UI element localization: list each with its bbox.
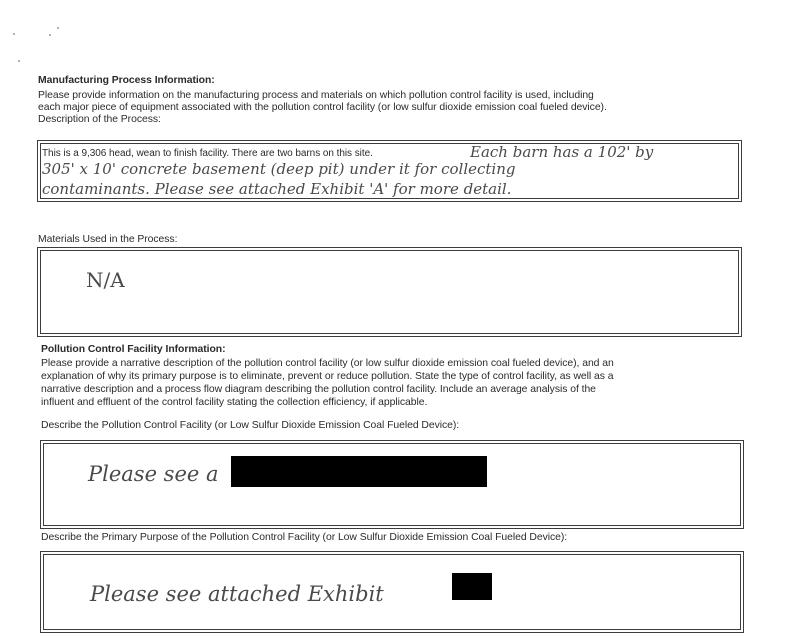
primary-purpose-handwriting: Please see attached Exhibit xyxy=(90,582,384,606)
scan-speck xyxy=(18,60,20,62)
scan-speck xyxy=(49,34,51,36)
description-handwriting-line2: 305' x 10' concrete basement (deep pit) under it for collecting xyxy=(42,160,516,178)
primary-purpose-label: Describe the Primary Purpose of the Pollution Control Facility (or Low Sulfur Dioxide Emission Coal Fueled Device): xyxy=(41,532,568,543)
describe-facility-label: Describe the Pollution Control Facility (or Low Sulfur Dioxide Emission Coal Fueled Device): xyxy=(41,420,460,431)
scan-speck xyxy=(13,33,15,35)
materials-handwriting: N/A xyxy=(86,268,125,292)
redaction-bar xyxy=(452,573,492,600)
pollution-heading: Pollution Control Facility Information: xyxy=(41,344,226,355)
description-typed-text: This is a 9,306 head, wean to finish facility. There are two barns on this site. xyxy=(42,148,373,159)
description-label: Description of the Process: xyxy=(38,114,161,125)
redaction-bar xyxy=(231,456,487,487)
materials-label: Materials Used in the Process: xyxy=(38,234,178,245)
materials-box[interactable] xyxy=(37,247,742,337)
manufacturing-instruction-line1: Please provide information on the manufacturing process and materials on which pollution control facility is used, including xyxy=(38,90,594,101)
pollution-instruction-line1: Please provide a narrative description of the pollution control facility (or low sulfur dioxide emission coal fueled device), and an xyxy=(41,358,614,369)
scan-speck xyxy=(57,27,59,29)
pollution-instruction-line3: narrative description and a process flow diagram describing the pollution control facility. Include an average analysis of the xyxy=(41,384,596,395)
pollution-instruction-line4: influent and effluent of the control facility stating the collection efficiency, if applicable. xyxy=(41,397,428,408)
pollution-instruction-line2: explanation of why its primary purpose is to eliminate, prevent or reduce pollution. State the type of control facility, as well as a xyxy=(41,371,614,382)
manufacturing-heading: Manufacturing Process Information: xyxy=(38,75,215,86)
manufacturing-instruction-line2: each major piece of equipment associated with the pollution control facility (or low sulfur dioxide emission coal fueled device). xyxy=(38,102,607,113)
describe-facility-handwriting: Please see a xyxy=(88,462,219,486)
description-handwriting-line3: contaminants. Please see attached Exhibit 'A' for more detail. xyxy=(42,180,512,198)
description-handwriting-line1: Each barn has a 102' by xyxy=(470,143,654,161)
materials-box-inner xyxy=(40,250,739,334)
